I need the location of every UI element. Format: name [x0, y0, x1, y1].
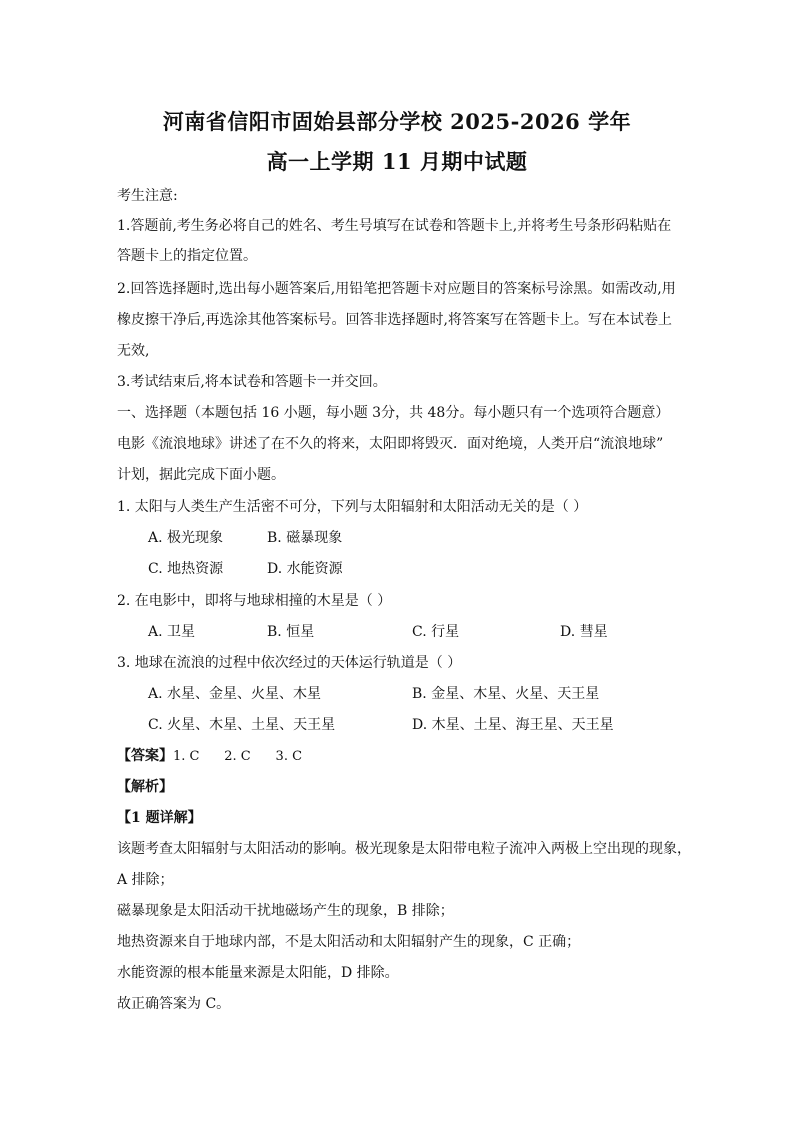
notice-item-1-cont: 答题卡上的指定位置。	[117, 248, 257, 264]
detail-line-5: 故正确答案为 C。	[117, 996, 231, 1012]
q3-option-a: A. 水星、金星、火星、木星	[148, 686, 322, 702]
notice-item-2: 2.回答选择题时,选出每小题答案后,用铅笔把答题卡对应题目的答案标号涂黑。如需改动,用	[117, 281, 676, 297]
q3-option-c: C. 火星、木星、土星、天王星	[148, 717, 336, 733]
question-1: 1. 太阳与人类生产生活密不可分，下列与太阳辐射和太阳活动无关的是（ ）	[117, 499, 588, 515]
q3-option-d: D. 木星、土星、海王星、天王星	[412, 717, 614, 733]
q2-option-d: D. 彗星	[560, 624, 608, 640]
material-text-cont: 计划，据此完成下面小题。	[117, 467, 285, 483]
q2-option-b: B. 恒星	[267, 624, 315, 640]
exam-title-line1: 河南省信阳市固始县部分学校 2025-2026 学年	[162, 109, 632, 134]
q3-option-b: B. 金星、木星、火星、天王星	[412, 686, 600, 702]
analysis-label: 【解析】	[117, 779, 173, 795]
question-3: 3. 地球在流浪的过程中依次经过的天体运行轨道是（ ）	[117, 655, 462, 671]
detail-line-3: 地热资源来自于地球内部，不是太阳活动和太阳辐射产生的现象，C 正确；	[117, 934, 581, 950]
notice-item-3: 3.考试结束后,将本试卷和答题卡一并交回。	[117, 374, 387, 390]
material-text: 电影《流浪地球》讲述了在不久的将来，太阳即将毁灭．面对绝境，人类开启“流浪地球”	[117, 436, 664, 452]
answer-label: 【答案】	[117, 748, 173, 764]
notice-item-1: 1.答题前,考生务必将自己的姓名、考生号填写在试卷和答题卡上,并将考生号条形码粘贴在	[117, 218, 672, 234]
exam-title-line2: 高一上学期 11 月期中试题	[266, 149, 528, 174]
q1-option-d: D. 水能资源	[267, 561, 343, 577]
detail-line-2: 磁暴现象是太阳活动干扰地磁场产生的现象，B 排除；	[117, 903, 454, 919]
q2-option-a: A. 卫星	[148, 624, 196, 640]
notice-heading: 考生注意:	[117, 188, 178, 204]
detail-line-4: 水能资源的根本能量来源是太阳能，D 排除。	[117, 965, 399, 981]
q2-option-c: C. 行星	[412, 624, 460, 640]
q1-option-a: A. 极光现象	[148, 530, 224, 546]
answer-values: 1. C 2. C 3. C	[173, 749, 303, 764]
question-2: 2. 在电影中，即将与地球相撞的木星是（ ）	[117, 593, 392, 609]
section-heading: 一、选择题（本题包括 16 小题，每小题 3分，共 48分。每小题只有一个选项符合题意）	[117, 405, 670, 421]
answer-row	[117, 746, 302, 767]
notice-item-2-cont: 橡皮擦干净后,再选涂其他答案标号。回答非选择题时,将答案写在答题卡上。写在本试卷上	[117, 312, 672, 328]
detail-label: 【1 题详解】	[117, 810, 202, 826]
q1-option-c: C. 地热资源	[148, 561, 224, 577]
detail-line-1-cont: A 排除；	[117, 872, 174, 888]
notice-item-2-end: 无效,	[117, 343, 150, 359]
detail-line-1: 该题考查太阳辐射与太阳活动的影响。极光现象是太阳带电粒子流冲入两极上空出现的现象，	[117, 841, 691, 857]
q1-option-b: B. 磁暴现象	[267, 530, 343, 546]
